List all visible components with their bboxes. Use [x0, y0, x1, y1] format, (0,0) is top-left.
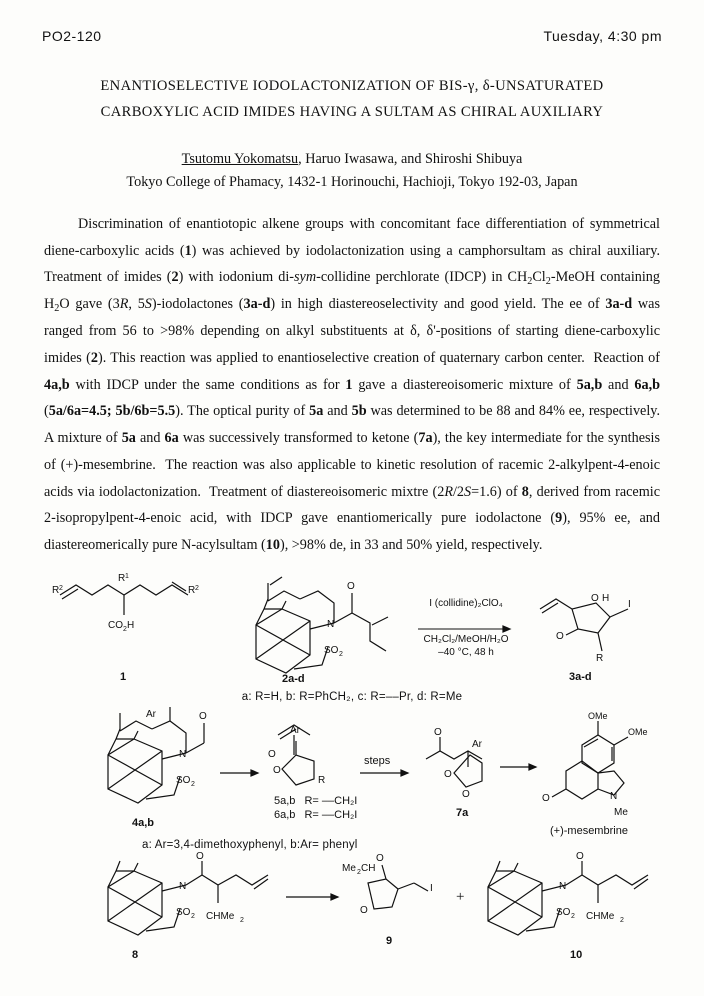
svg-text:2: 2	[571, 912, 575, 920]
svg-text:O: O	[434, 726, 442, 738]
svg-text:I: I	[628, 598, 631, 610]
svg-text:O: O	[268, 748, 276, 760]
coauthors: , Haruo Iwasawa, and Shiroshi Shibuya	[298, 151, 523, 168]
svg-text:CH: CH	[361, 862, 376, 874]
svg-text:N: N	[559, 880, 567, 892]
scheme-1	[42, 573, 662, 691]
svg-text:2: 2	[339, 650, 343, 658]
svg-text:O: O	[576, 850, 584, 862]
svg-text:R: R	[52, 584, 60, 596]
svg-text:2: 2	[59, 584, 63, 592]
svg-text:H: H	[127, 619, 135, 631]
svg-text:Me: Me	[614, 806, 628, 818]
svg-text:Ar: Ar	[472, 738, 482, 750]
svg-text:2: 2	[191, 780, 195, 788]
svg-text:O: O	[196, 850, 204, 862]
svg-text:2: 2	[191, 912, 195, 920]
svg-text:2: 2	[240, 916, 244, 924]
svg-text:I: I	[430, 882, 433, 894]
session-time: Tuesday, 4:30 pm	[543, 28, 662, 44]
svg-text:H: H	[602, 592, 610, 604]
scheme-1-conditions	[414, 597, 518, 611]
schemes-region	[42, 573, 662, 971]
svg-text:O: O	[376, 852, 384, 864]
abstract-body	[44, 211, 660, 559]
scheme-2	[42, 708, 662, 839]
label-plus: +	[456, 888, 465, 905]
svg-text:CO: CO	[108, 619, 123, 631]
scheme-1-caption: a: R=H, b: R=PhCH₂, c: R=––Pr, d: R=Me	[241, 690, 463, 703]
author-list	[42, 147, 662, 172]
svg-text:OMe: OMe	[588, 710, 608, 721]
svg-text:1: 1	[125, 572, 129, 580]
title-line-2: CARBOXYLIC ACID IMIDES HAVING A SULTAM AS CHIRAL AUXILIARY	[100, 103, 604, 120]
svg-text:O: O	[556, 630, 564, 642]
svg-text:SO: SO	[556, 906, 571, 918]
label-compound-1: 1	[120, 670, 127, 683]
svg-text:SO: SO	[176, 906, 191, 918]
svg-text:N: N	[327, 618, 335, 630]
svg-text:CHMe: CHMe	[206, 910, 235, 922]
svg-text:O: O	[273, 764, 281, 776]
svg-text:R: R	[318, 774, 326, 786]
svg-text:O: O	[347, 580, 355, 592]
label-compound-2: 2a-d	[282, 672, 305, 685]
svg-text:2: 2	[620, 916, 624, 924]
scheme-1-conditions-2	[414, 633, 518, 660]
label-compound-8: 8	[132, 948, 139, 961]
svg-text:O: O	[462, 788, 470, 800]
svg-text:2: 2	[357, 868, 361, 876]
svg-text:SO: SO	[176, 774, 191, 786]
condition-line-3: –40 °C, 48 h	[438, 647, 494, 659]
label-compound-10: 10	[570, 948, 583, 961]
scheme-3	[42, 850, 662, 971]
svg-text:R: R	[188, 584, 196, 596]
svg-text:R: R	[596, 652, 604, 664]
svg-text:N: N	[179, 748, 187, 760]
svg-text:2: 2	[195, 584, 199, 592]
svg-text:O: O	[542, 792, 550, 804]
condition-line-1: I (collidine)₂ClO₄	[429, 597, 503, 609]
label-compound-9: 9	[386, 934, 393, 947]
svg-text:CHMe: CHMe	[586, 910, 615, 922]
svg-text:Me: Me	[342, 862, 356, 874]
svg-text:OMe: OMe	[628, 726, 648, 737]
abstract-text: Discrimination of enantiotopic alkene groups with concomitant face differentiation of symmetrical diene-carboxylic acids (1) was achieved by iodolactonization using a camphorsultam as chiral auxiliary. Treatment of imides (2) with iodonium di-sym-collidine perchlorate (IDCP) in $CH_2Cl_2$-MeOH containing $H_2O$ gave (3R, 5S)-iodolactones (3a-d) in high diastereoselectivity and good yield. The ee of 3a-d was ranged from 56 to >98% depending on alkyl substituents at δ, δ'-positions of starting diene-carboxylic imides (2). This reaction was applied to enantioselective creation of quaternary carbon center. Reaction of 4a,b with IDCP under the same conditions as for 1 gave a diastereoisomeric mixture of 5a,b and 6a,b (5a/6a=4.5; 5b/6b=5.5). The optical purity of 5a and 5b was determined to be 88 and 84% ee, respectively. A mixture of 5a and 6a was successively transformed to ketone (7a), the key intermediate for the synthesis of (+)-mesembrine. The reaction was also applicable to kinetic resolution of racemic 2-alkylpent-4-enoic acids via iodolactonization. Treatment of diastereoisomeric mixtre (2R/2S=1.6) of 8, derived from racemic 2-isopropylpent-4-enoic acid, with IDCP gave enantiomerically pure iodolactone (9), 95% ee, and diastereomerically pure N-acylsultam (10), >98% de, in 33 and 50% yield, respectively.	[44, 215, 660, 553]
svg-text:Ar: Ar	[290, 724, 300, 736]
label-compound-3: 3a-d	[569, 670, 592, 683]
condition-line-2: CH₂Cl₂/MeOH/H₂O	[423, 633, 509, 645]
svg-text:O: O	[360, 904, 368, 916]
svg-text:SO: SO	[324, 644, 339, 656]
page-header	[42, 28, 662, 44]
label-compound-4: 4a,b	[132, 816, 155, 829]
affiliation: Tokyo College of Phamacy, 1432-1 Horinouchi, Hachioji, Tokyo 192-03, Japan	[126, 173, 578, 190]
svg-text:2: 2	[123, 625, 127, 633]
presenting-author: Tsutomu Yokomatsu	[181, 151, 299, 168]
page-title	[52, 74, 652, 125]
svg-text:O: O	[444, 768, 452, 780]
title-line-1: ENANTIOSELECTIVE IODOLACTONIZATION OF BIS-γ, δ-UNSATURATED	[100, 78, 604, 94]
svg-text:R: R	[118, 572, 126, 584]
svg-text:Ar: Ar	[146, 708, 156, 720]
label-compound-6: 6a,b R= ––CH₂I	[274, 808, 358, 821]
label-mesembrine: (+)-mesembrine	[550, 824, 628, 837]
svg-text:N: N	[610, 790, 618, 802]
svg-text:O: O	[591, 592, 599, 604]
label-compound-5: 5a,b R= ––CH₂I	[274, 794, 358, 807]
svg-text:O: O	[199, 710, 207, 722]
svg-text:N: N	[179, 880, 187, 892]
label-compound-7: 7a	[456, 806, 469, 819]
label-steps: steps	[364, 754, 391, 767]
abstract-code: PO2-120	[42, 28, 102, 44]
scheme-2-caption: a: Ar=3,4-dimethoxyphenyl, b:Ar= phenyl	[142, 838, 358, 851]
